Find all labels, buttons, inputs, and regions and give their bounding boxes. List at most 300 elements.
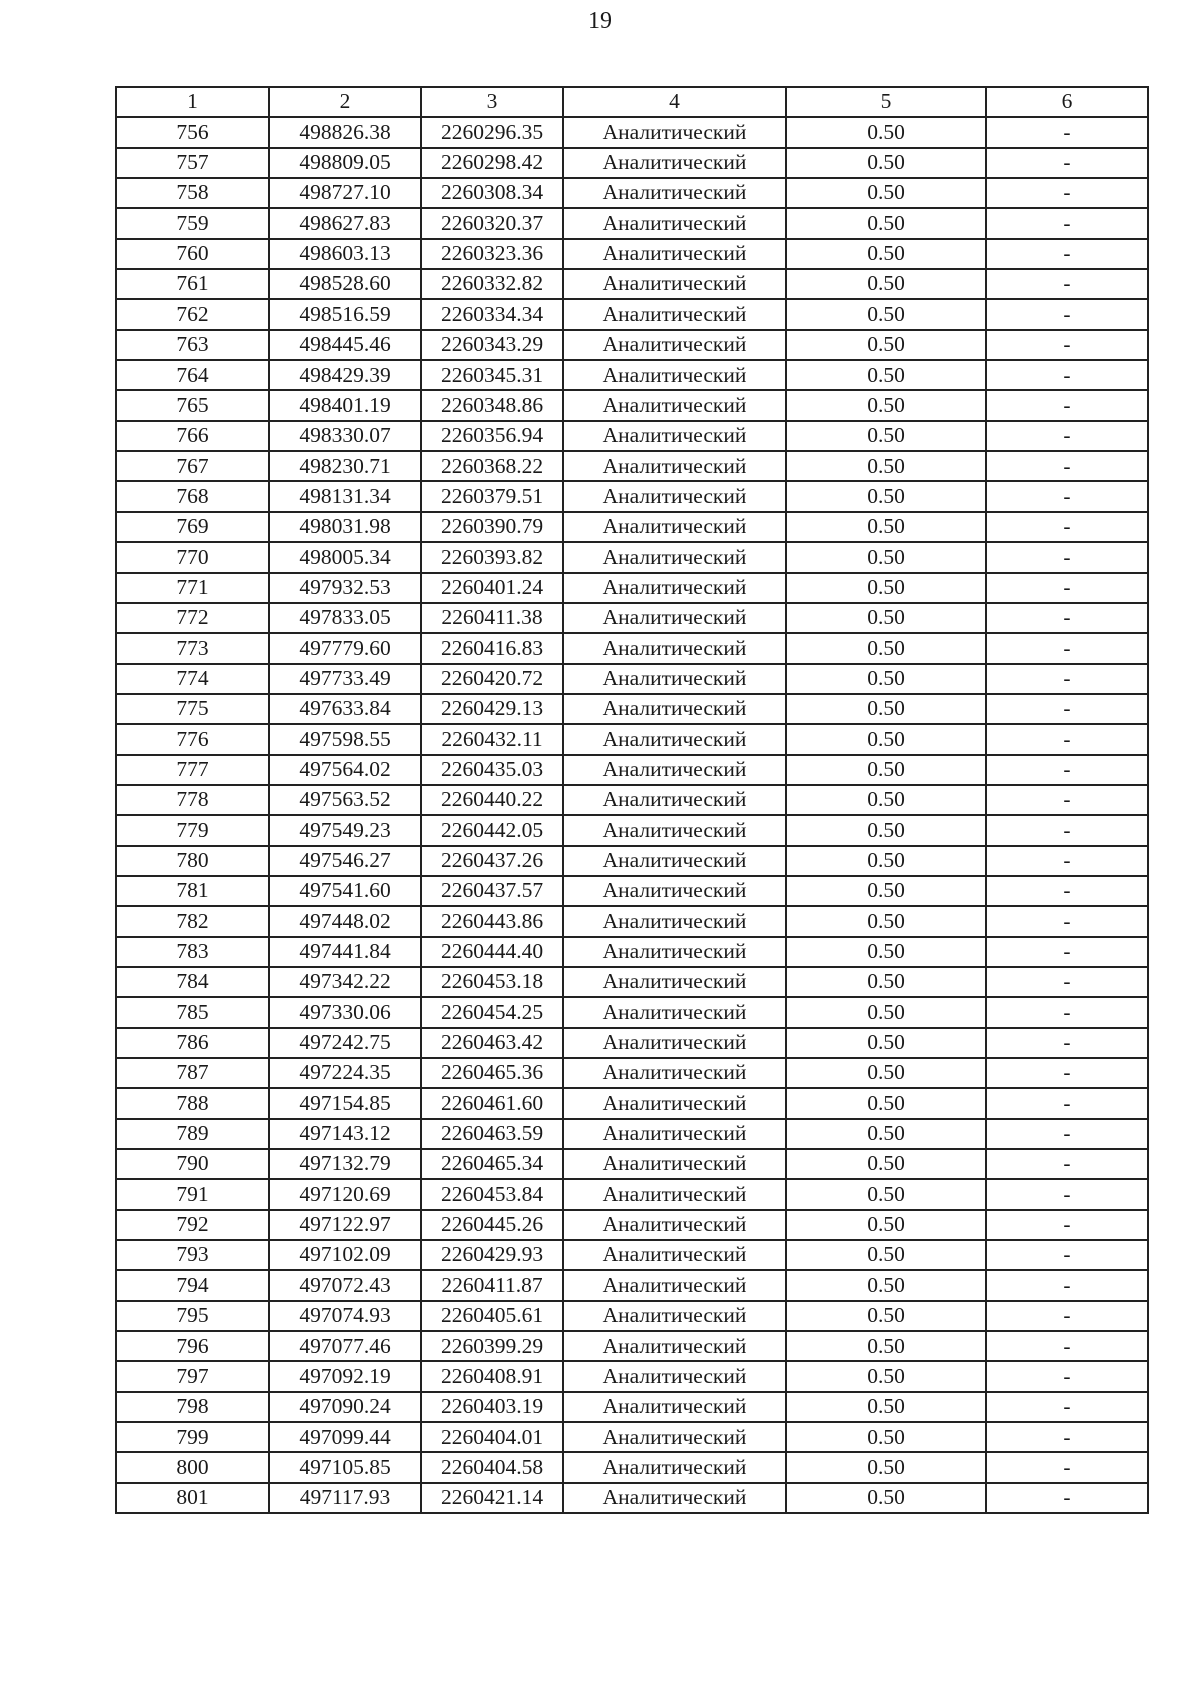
description-cell: - [986, 208, 1148, 238]
accuracy-cell: 0.50 [786, 997, 986, 1027]
table-row [116, 1028, 1148, 1058]
accuracy-cell: 0.50 [786, 330, 986, 360]
y-coordinate-cell: 2260408.91 [421, 1361, 563, 1391]
x-coordinate-cell: 497154.85 [269, 1088, 421, 1118]
table-header-row [116, 87, 1148, 117]
x-coordinate-cell: 497092.19 [269, 1361, 421, 1391]
method-cell: Аналитический [563, 451, 786, 481]
point-number-cell: 780 [116, 846, 269, 876]
table-row [116, 421, 1148, 451]
description-cell: - [986, 1149, 1148, 1179]
y-coordinate-cell: 2260465.36 [421, 1058, 563, 1088]
table-row [116, 1179, 1148, 1209]
accuracy-cell: 0.50 [786, 208, 986, 238]
method-cell: Аналитический [563, 967, 786, 997]
method-cell: Аналитический [563, 573, 786, 603]
y-coordinate-cell: 2260323.36 [421, 239, 563, 269]
point-number-cell: 775 [116, 694, 269, 724]
point-number-cell: 799 [116, 1422, 269, 1452]
method-cell: Аналитический [563, 694, 786, 724]
point-number-cell: 776 [116, 724, 269, 754]
y-coordinate-cell: 2260421.14 [421, 1483, 563, 1513]
accuracy-cell: 0.50 [786, 512, 986, 542]
y-coordinate-cell: 2260420.72 [421, 664, 563, 694]
point-number-cell: 793 [116, 1240, 269, 1270]
x-coordinate-cell: 497122.97 [269, 1210, 421, 1240]
accuracy-cell: 0.50 [786, 178, 986, 208]
point-number-cell: 785 [116, 997, 269, 1027]
x-coordinate-cell: 497564.02 [269, 755, 421, 785]
description-cell: - [986, 330, 1148, 360]
y-coordinate-cell: 2260432.11 [421, 724, 563, 754]
table-row [116, 1301, 1148, 1331]
table-row [116, 997, 1148, 1027]
y-coordinate-cell: 2260334.34 [421, 299, 563, 329]
table-row [116, 360, 1148, 390]
accuracy-cell: 0.50 [786, 299, 986, 329]
description-cell: - [986, 1452, 1148, 1482]
point-number-cell: 759 [116, 208, 269, 238]
x-coordinate-cell: 498727.10 [269, 178, 421, 208]
description-cell: - [986, 1361, 1148, 1391]
method-cell: Аналитический [563, 603, 786, 633]
y-coordinate-cell: 2260404.58 [421, 1452, 563, 1482]
x-coordinate-cell: 497932.53 [269, 573, 421, 603]
table-row [116, 876, 1148, 906]
method-cell: Аналитический [563, 481, 786, 511]
x-coordinate-cell: 498031.98 [269, 512, 421, 542]
x-coordinate-cell: 497074.93 [269, 1301, 421, 1331]
y-coordinate-cell: 2260437.57 [421, 876, 563, 906]
method-cell: Аналитический [563, 117, 786, 147]
table-row [116, 1058, 1148, 1088]
table-row [116, 1240, 1148, 1270]
y-coordinate-cell: 2260461.60 [421, 1088, 563, 1118]
table-row [116, 664, 1148, 694]
accuracy-cell: 0.50 [786, 1149, 986, 1179]
y-coordinate-cell: 2260440.22 [421, 785, 563, 815]
method-cell: Аналитический [563, 421, 786, 451]
y-coordinate-cell: 2260403.19 [421, 1392, 563, 1422]
method-cell: Аналитический [563, 815, 786, 845]
description-cell: - [986, 755, 1148, 785]
accuracy-cell: 0.50 [786, 1210, 986, 1240]
table-row [116, 694, 1148, 724]
description-cell: - [986, 906, 1148, 936]
table-row [116, 724, 1148, 754]
point-number-cell: 787 [116, 1058, 269, 1088]
y-coordinate-cell: 2260437.26 [421, 846, 563, 876]
table-row [116, 1210, 1148, 1240]
x-coordinate-cell: 497549.23 [269, 815, 421, 845]
table-row [116, 1119, 1148, 1149]
accuracy-cell: 0.50 [786, 269, 986, 299]
table-row [116, 633, 1148, 663]
y-coordinate-cell: 2260379.51 [421, 481, 563, 511]
point-number-cell: 783 [116, 937, 269, 967]
description-cell: - [986, 117, 1148, 147]
accuracy-cell: 0.50 [786, 1301, 986, 1331]
table-row [116, 269, 1148, 299]
point-number-cell: 773 [116, 633, 269, 663]
y-coordinate-cell: 2260399.29 [421, 1331, 563, 1361]
x-coordinate-cell: 497330.06 [269, 997, 421, 1027]
method-cell: Аналитический [563, 906, 786, 936]
point-number-cell: 791 [116, 1179, 269, 1209]
x-coordinate-cell: 497541.60 [269, 876, 421, 906]
accuracy-cell: 0.50 [786, 148, 986, 178]
x-coordinate-cell: 497105.85 [269, 1452, 421, 1482]
accuracy-cell: 0.50 [786, 1452, 986, 1482]
description-cell: - [986, 694, 1148, 724]
column-header-5: 5 [786, 87, 986, 117]
description-cell: - [986, 148, 1148, 178]
accuracy-cell: 0.50 [786, 664, 986, 694]
method-cell: Аналитический [563, 1240, 786, 1270]
method-cell: Аналитический [563, 360, 786, 390]
description-cell: - [986, 481, 1148, 511]
x-coordinate-cell: 497833.05 [269, 603, 421, 633]
method-cell: Аналитический [563, 1392, 786, 1422]
table-row [116, 1270, 1148, 1300]
accuracy-cell: 0.50 [786, 967, 986, 997]
method-cell: Аналитический [563, 1422, 786, 1452]
method-cell: Аналитический [563, 542, 786, 572]
point-number-cell: 766 [116, 421, 269, 451]
method-cell: Аналитический [563, 876, 786, 906]
table-row [116, 148, 1148, 178]
table-row [116, 1483, 1148, 1513]
description-cell: - [986, 542, 1148, 572]
y-coordinate-cell: 2260401.24 [421, 573, 563, 603]
accuracy-cell: 0.50 [786, 542, 986, 572]
point-number-cell: 760 [116, 239, 269, 269]
accuracy-cell: 0.50 [786, 1058, 986, 1088]
y-coordinate-cell: 2260348.86 [421, 390, 563, 420]
point-number-cell: 762 [116, 299, 269, 329]
point-number-cell: 770 [116, 542, 269, 572]
description-cell: - [986, 1483, 1148, 1513]
accuracy-cell: 0.50 [786, 390, 986, 420]
accuracy-cell: 0.50 [786, 633, 986, 663]
method-cell: Аналитический [563, 1210, 786, 1240]
y-coordinate-cell: 2260404.01 [421, 1422, 563, 1452]
table-row [116, 846, 1148, 876]
accuracy-cell: 0.50 [786, 573, 986, 603]
description-cell: - [986, 421, 1148, 451]
table-row [116, 1149, 1148, 1179]
accuracy-cell: 0.50 [786, 1483, 986, 1513]
coordinates-table [115, 86, 1149, 1514]
table-row [116, 239, 1148, 269]
description-cell: - [986, 664, 1148, 694]
point-number-cell: 761 [116, 269, 269, 299]
x-coordinate-cell: 498603.13 [269, 239, 421, 269]
point-number-cell: 774 [116, 664, 269, 694]
column-header-2: 2 [269, 87, 421, 117]
point-number-cell: 786 [116, 1028, 269, 1058]
point-number-cell: 795 [116, 1301, 269, 1331]
method-cell: Аналитический [563, 1270, 786, 1300]
accuracy-cell: 0.50 [786, 117, 986, 147]
description-cell: - [986, 299, 1148, 329]
accuracy-cell: 0.50 [786, 360, 986, 390]
point-number-cell: 794 [116, 1270, 269, 1300]
method-cell: Аналитический [563, 148, 786, 178]
table-row [116, 390, 1148, 420]
x-coordinate-cell: 498230.71 [269, 451, 421, 481]
y-coordinate-cell: 2260445.26 [421, 1210, 563, 1240]
y-coordinate-cell: 2260320.37 [421, 208, 563, 238]
point-number-cell: 763 [116, 330, 269, 360]
description-cell: - [986, 1331, 1148, 1361]
accuracy-cell: 0.50 [786, 755, 986, 785]
description-cell: - [986, 1179, 1148, 1209]
x-coordinate-cell: 497733.49 [269, 664, 421, 694]
accuracy-cell: 0.50 [786, 1331, 986, 1361]
y-coordinate-cell: 2260463.59 [421, 1119, 563, 1149]
point-number-cell: 790 [116, 1149, 269, 1179]
method-cell: Аналитический [563, 633, 786, 663]
description-cell: - [986, 785, 1148, 815]
table-row [116, 815, 1148, 845]
y-coordinate-cell: 2260343.29 [421, 330, 563, 360]
point-number-cell: 756 [116, 117, 269, 147]
table-row [116, 1361, 1148, 1391]
point-number-cell: 779 [116, 815, 269, 845]
x-coordinate-cell: 498401.19 [269, 390, 421, 420]
y-coordinate-cell: 2260345.31 [421, 360, 563, 390]
point-number-cell: 788 [116, 1088, 269, 1118]
table-row [116, 967, 1148, 997]
x-coordinate-cell: 497072.43 [269, 1270, 421, 1300]
accuracy-cell: 0.50 [786, 1088, 986, 1118]
accuracy-cell: 0.50 [786, 421, 986, 451]
description-cell: - [986, 1392, 1148, 1422]
accuracy-cell: 0.50 [786, 937, 986, 967]
x-coordinate-cell: 497132.79 [269, 1149, 421, 1179]
accuracy-cell: 0.50 [786, 1028, 986, 1058]
method-cell: Аналитический [563, 1179, 786, 1209]
method-cell: Аналитический [563, 664, 786, 694]
table-row [116, 937, 1148, 967]
accuracy-cell: 0.50 [786, 1240, 986, 1270]
table-row [116, 208, 1148, 238]
table-row [116, 1331, 1148, 1361]
y-coordinate-cell: 2260298.42 [421, 148, 563, 178]
method-cell: Аналитический [563, 937, 786, 967]
y-coordinate-cell: 2260443.86 [421, 906, 563, 936]
y-coordinate-cell: 2260390.79 [421, 512, 563, 542]
description-cell: - [986, 1088, 1148, 1118]
point-number-cell: 769 [116, 512, 269, 542]
x-coordinate-cell: 497633.84 [269, 694, 421, 724]
x-coordinate-cell: 497090.24 [269, 1392, 421, 1422]
column-header-4: 4 [563, 87, 786, 117]
table-row [116, 178, 1148, 208]
point-number-cell: 765 [116, 390, 269, 420]
y-coordinate-cell: 2260442.05 [421, 815, 563, 845]
x-coordinate-cell: 497598.55 [269, 724, 421, 754]
point-number-cell: 784 [116, 967, 269, 997]
y-coordinate-cell: 2260465.34 [421, 1149, 563, 1179]
table-row [116, 1452, 1148, 1482]
description-cell: - [986, 512, 1148, 542]
column-header-1: 1 [116, 87, 269, 117]
x-coordinate-cell: 498429.39 [269, 360, 421, 390]
x-coordinate-cell: 498627.83 [269, 208, 421, 238]
x-coordinate-cell: 497546.27 [269, 846, 421, 876]
table-row [116, 785, 1148, 815]
y-coordinate-cell: 2260411.87 [421, 1270, 563, 1300]
x-coordinate-cell: 497117.93 [269, 1483, 421, 1513]
point-number-cell: 757 [116, 148, 269, 178]
description-cell: - [986, 1210, 1148, 1240]
column-header-6: 6 [986, 87, 1148, 117]
x-coordinate-cell: 497779.60 [269, 633, 421, 663]
accuracy-cell: 0.50 [786, 906, 986, 936]
x-coordinate-cell: 497102.09 [269, 1240, 421, 1270]
x-coordinate-cell: 498005.34 [269, 542, 421, 572]
y-coordinate-cell: 2260296.35 [421, 117, 563, 147]
y-coordinate-cell: 2260368.22 [421, 451, 563, 481]
method-cell: Аналитический [563, 239, 786, 269]
x-coordinate-cell: 498516.59 [269, 299, 421, 329]
y-coordinate-cell: 2260416.83 [421, 633, 563, 663]
point-number-cell: 764 [116, 360, 269, 390]
method-cell: Аналитический [563, 390, 786, 420]
method-cell: Аналитический [563, 1361, 786, 1391]
table-row [116, 1392, 1148, 1422]
method-cell: Аналитический [563, 1483, 786, 1513]
description-cell: - [986, 269, 1148, 299]
accuracy-cell: 0.50 [786, 1119, 986, 1149]
x-coordinate-cell: 497441.84 [269, 937, 421, 967]
method-cell: Аналитический [563, 1149, 786, 1179]
page-number: 19 [588, 8, 612, 34]
point-number-cell: 758 [116, 178, 269, 208]
table-row [116, 755, 1148, 785]
y-coordinate-cell: 2260463.42 [421, 1028, 563, 1058]
x-coordinate-cell: 497224.35 [269, 1058, 421, 1088]
description-cell: - [986, 846, 1148, 876]
point-number-cell: 797 [116, 1361, 269, 1391]
description-cell: - [986, 1422, 1148, 1452]
method-cell: Аналитический [563, 785, 786, 815]
x-coordinate-cell: 497077.46 [269, 1331, 421, 1361]
method-cell: Аналитический [563, 1301, 786, 1331]
accuracy-cell: 0.50 [786, 1392, 986, 1422]
description-cell: - [986, 937, 1148, 967]
x-coordinate-cell: 497342.22 [269, 967, 421, 997]
point-number-cell: 782 [116, 906, 269, 936]
point-number-cell: 768 [116, 481, 269, 511]
accuracy-cell: 0.50 [786, 451, 986, 481]
method-cell: Аналитический [563, 299, 786, 329]
point-number-cell: 781 [116, 876, 269, 906]
x-coordinate-cell: 498809.05 [269, 148, 421, 178]
method-cell: Аналитический [563, 1058, 786, 1088]
x-coordinate-cell: 498528.60 [269, 269, 421, 299]
accuracy-cell: 0.50 [786, 694, 986, 724]
table-row [116, 117, 1148, 147]
accuracy-cell: 0.50 [786, 815, 986, 845]
table-row [116, 299, 1148, 329]
point-number-cell: 778 [116, 785, 269, 815]
x-coordinate-cell: 497099.44 [269, 1422, 421, 1452]
method-cell: Аналитический [563, 1088, 786, 1118]
table-row [116, 330, 1148, 360]
method-cell: Аналитический [563, 269, 786, 299]
accuracy-cell: 0.50 [786, 1422, 986, 1452]
method-cell: Аналитический [563, 512, 786, 542]
point-number-cell: 796 [116, 1331, 269, 1361]
y-coordinate-cell: 2260444.40 [421, 937, 563, 967]
point-number-cell: 792 [116, 1210, 269, 1240]
point-number-cell: 777 [116, 755, 269, 785]
y-coordinate-cell: 2260453.18 [421, 967, 563, 997]
x-coordinate-cell: 497448.02 [269, 906, 421, 936]
method-cell: Аналитический [563, 1119, 786, 1149]
accuracy-cell: 0.50 [786, 603, 986, 633]
x-coordinate-cell: 497120.69 [269, 1179, 421, 1209]
description-cell: - [986, 1028, 1148, 1058]
description-cell: - [986, 967, 1148, 997]
description-cell: - [986, 1301, 1148, 1331]
method-cell: Аналитический [563, 1331, 786, 1361]
description-cell: - [986, 603, 1148, 633]
accuracy-cell: 0.50 [786, 481, 986, 511]
accuracy-cell: 0.50 [786, 1179, 986, 1209]
x-coordinate-cell: 498826.38 [269, 117, 421, 147]
accuracy-cell: 0.50 [786, 1270, 986, 1300]
description-cell: - [986, 360, 1148, 390]
y-coordinate-cell: 2260453.84 [421, 1179, 563, 1209]
y-coordinate-cell: 2260429.13 [421, 694, 563, 724]
point-number-cell: 771 [116, 573, 269, 603]
table-row [116, 1088, 1148, 1118]
y-coordinate-cell: 2260435.03 [421, 755, 563, 785]
column-header-3: 3 [421, 87, 563, 117]
x-coordinate-cell: 497143.12 [269, 1119, 421, 1149]
y-coordinate-cell: 2260308.34 [421, 178, 563, 208]
description-cell: - [986, 815, 1148, 845]
accuracy-cell: 0.50 [786, 239, 986, 269]
method-cell: Аналитический [563, 1028, 786, 1058]
table-row [116, 512, 1148, 542]
y-coordinate-cell: 2260393.82 [421, 542, 563, 572]
x-coordinate-cell: 498330.07 [269, 421, 421, 451]
method-cell: Аналитический [563, 724, 786, 754]
description-cell: - [986, 1270, 1148, 1300]
method-cell: Аналитический [563, 846, 786, 876]
y-coordinate-cell: 2260332.82 [421, 269, 563, 299]
table-row [116, 906, 1148, 936]
method-cell: Аналитический [563, 755, 786, 785]
point-number-cell: 800 [116, 1452, 269, 1482]
method-cell: Аналитический [563, 997, 786, 1027]
table-row [116, 451, 1148, 481]
y-coordinate-cell: 2260411.38 [421, 603, 563, 633]
description-cell: - [986, 1058, 1148, 1088]
method-cell: Аналитический [563, 178, 786, 208]
point-number-cell: 772 [116, 603, 269, 633]
table-row [116, 603, 1148, 633]
point-number-cell: 789 [116, 1119, 269, 1149]
method-cell: Аналитический [563, 1452, 786, 1482]
accuracy-cell: 0.50 [786, 1361, 986, 1391]
table-row [116, 481, 1148, 511]
